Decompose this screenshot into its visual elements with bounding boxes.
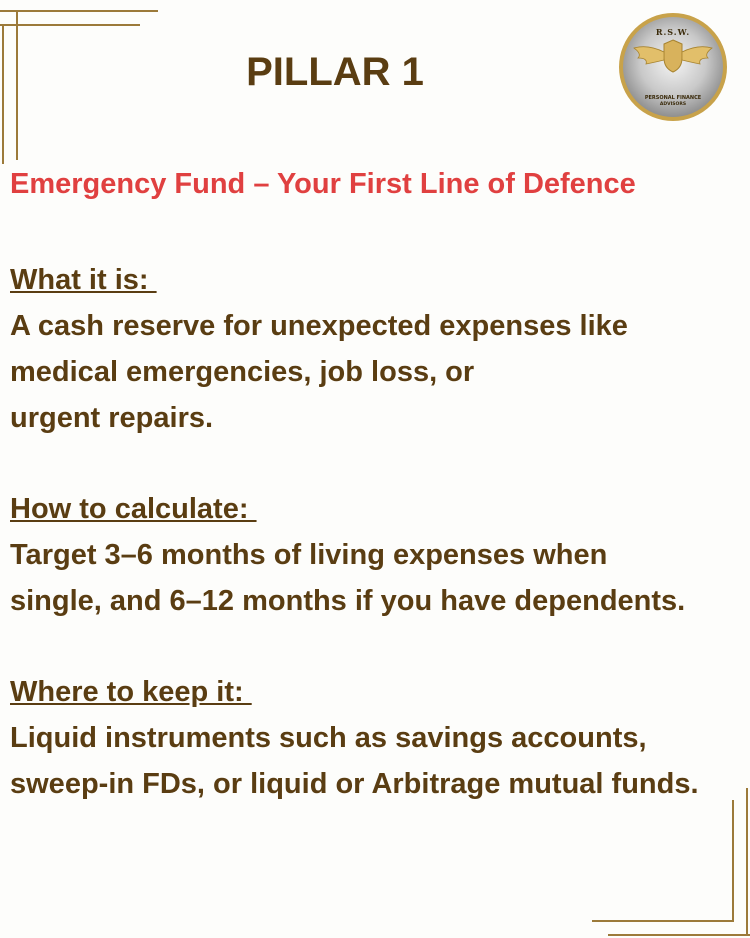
frame-corner-bottom-right-v1	[732, 800, 734, 922]
section-body-line: Target 3–6 months of living expenses when	[10, 539, 608, 571]
section-what-it-is	[10, 257, 745, 441]
section-heading: Where to keep it:	[10, 676, 252, 708]
section-body-line: medical emergencies, job loss, or	[10, 356, 475, 388]
page-subtitle: Emergency Fund – Your First Line of Defence	[10, 168, 636, 200]
frame-corner-top-left-h2	[0, 24, 140, 26]
section-body-line: single, and 6–12 months if you have dependents.	[10, 585, 686, 617]
section-heading: How to calculate:	[10, 493, 257, 525]
frame-corner-bottom-right-h1	[592, 920, 734, 922]
rsw-logo	[618, 12, 728, 122]
frame-corner-bottom-right-h2	[608, 934, 750, 936]
section-body-line: urgent repairs.	[10, 402, 214, 434]
logo-top-text: R.S.W.	[655, 27, 691, 37]
section-body-line: Liquid instruments such as savings accounts,	[10, 722, 647, 754]
logo-bottom-line1: PERSONAL FINANCE	[644, 95, 702, 101]
logo-bottom-line2: ADVISORS	[659, 102, 687, 107]
frame-corner-top-left-h1	[0, 10, 158, 12]
section-how-to-calculate	[10, 486, 745, 624]
section-where-to-keep	[10, 669, 745, 807]
section-body-line: A cash reserve for unexpected expenses like	[10, 310, 628, 342]
frame-corner-bottom-right-v2	[746, 788, 748, 936]
page-title: PILLAR 1	[246, 50, 424, 94]
section-body-line: sweep-in FDs, or liquid or Arbitrage mutual funds.	[10, 768, 699, 800]
section-heading: What it is:	[10, 264, 157, 296]
